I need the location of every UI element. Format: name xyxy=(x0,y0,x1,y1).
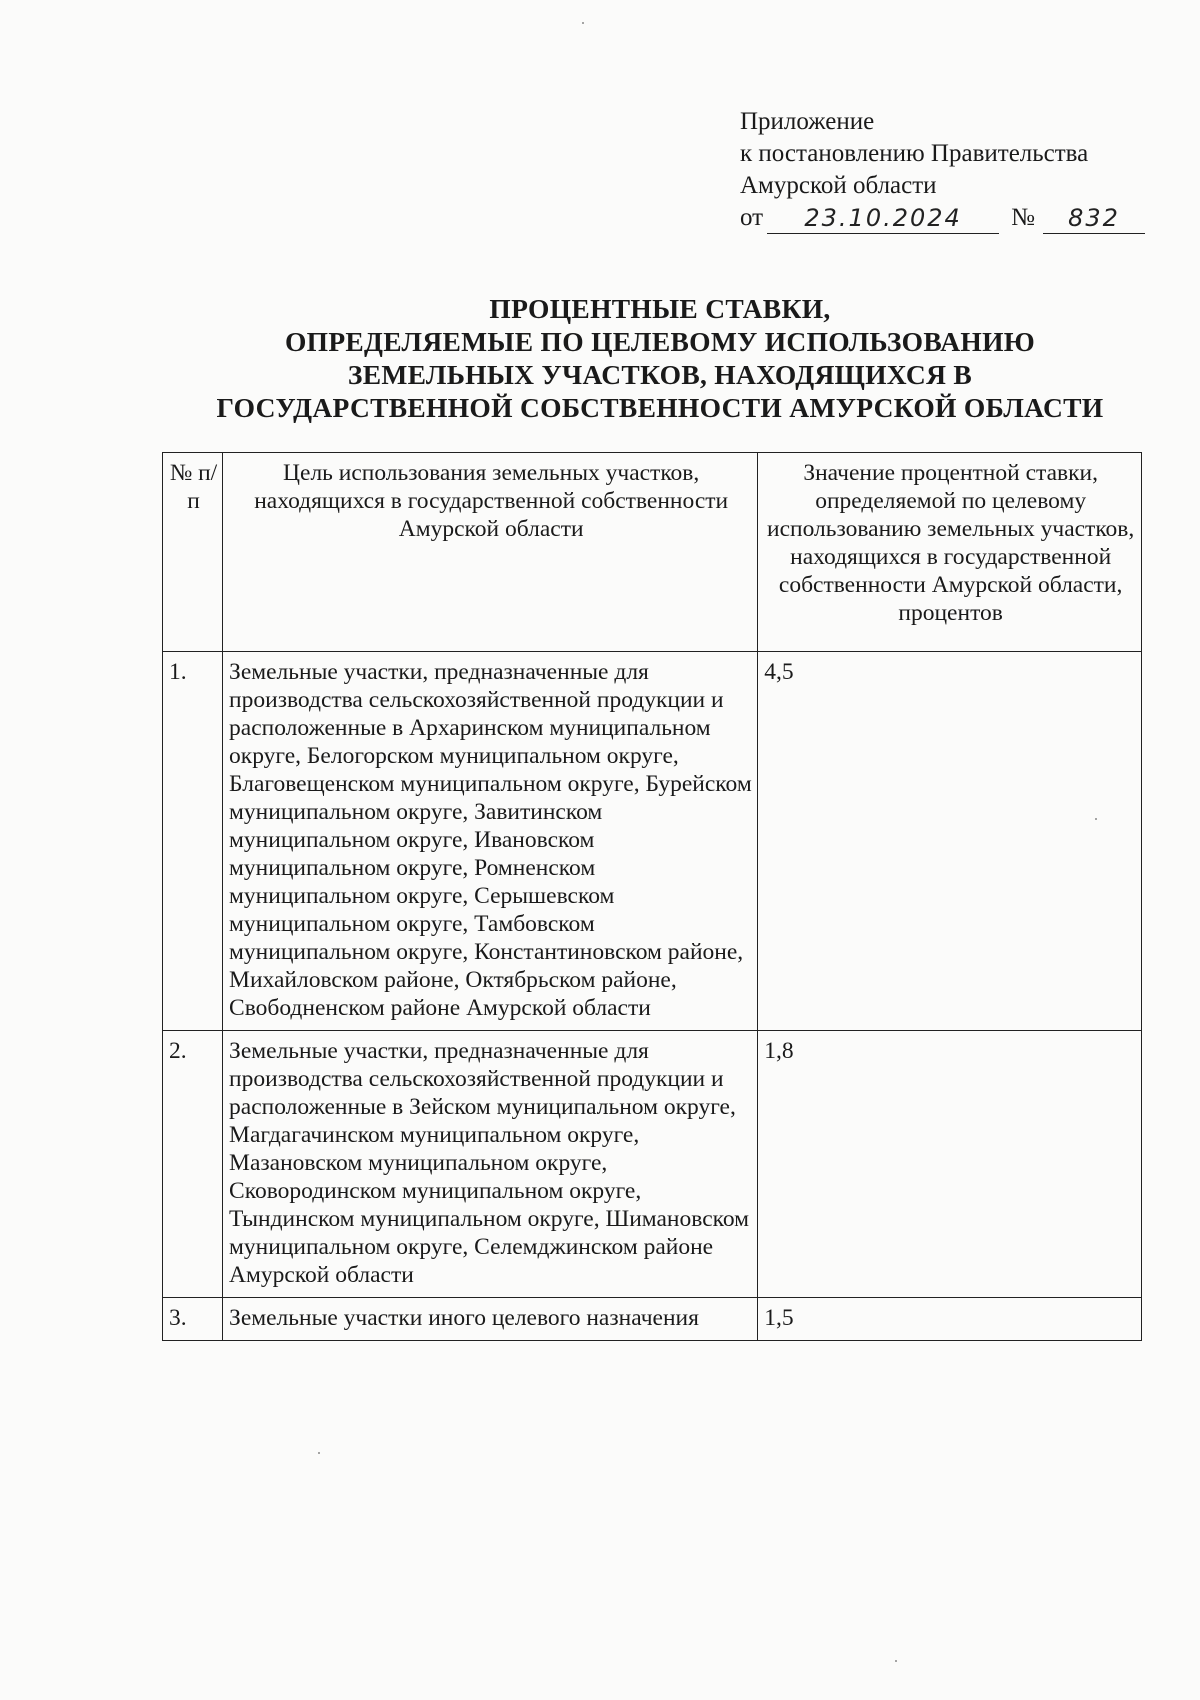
table-row xyxy=(163,1298,1142,1341)
row-rate: 1,8 xyxy=(758,1031,1142,1298)
row-rate: 1,5 xyxy=(758,1298,1142,1341)
number-label: № xyxy=(1011,204,1035,231)
header-purpose: Цель использования земельных участков, находящихся в государственной собственности Амурской области xyxy=(223,453,758,652)
scan-speck xyxy=(582,22,584,24)
row-purpose: Земельные участки, предназначенные для производства сельскохозяйственной продукции и расположенные в Архаринском муниципальном округе, Белогорском муниципальном округе, Благовещенском муниципальном округе, Бурейском муниципальном округе, Завитинском муниципальном округе, Ивановском муниципальном округе, Ромненском муниципальном округе, Серышевском муниципальном округе, Тамбовском муниципальном округе, Константиновском районе, Михайловском районе, Октябрьском районе, Свободненском районе Амурской области xyxy=(223,652,758,1031)
appendix-line-3: Амурской области xyxy=(740,172,937,199)
row-rate: 4,5 xyxy=(758,652,1142,1031)
handwritten-number: 832 xyxy=(1043,203,1145,234)
row-purpose: Земельные участки, предназначенные для производства сельскохозяйственной продукции и расположенные в Зейском муниципальном округе, Магдагачинском муниципальном округе, Мазановском муниципальном округе, Сковородинском муниципальном округе, Тындинском муниципальном округе, Шимановском муниципальном округе, Селемджинском районе Амурской области xyxy=(223,1031,758,1298)
scan-speck xyxy=(318,1452,320,1454)
table-row xyxy=(163,1031,1142,1298)
title-line-3: ЗЕМЕЛЬНЫХ УЧАСТКОВ, НАХОДЯЩИХСЯ В xyxy=(347,359,973,390)
handwritten-date: 23.10.2024 xyxy=(767,203,999,234)
scan-speck xyxy=(1095,818,1097,820)
title-line-1: ПРОЦЕНТНЫЕ СТАВКИ, xyxy=(489,293,831,324)
header-num: № п/п xyxy=(163,453,223,652)
date-prefix: от xyxy=(740,204,764,231)
appendix-header xyxy=(740,106,1145,234)
row-num: 3. xyxy=(163,1298,223,1341)
appendix-line-1: Приложение xyxy=(740,108,875,135)
title-line-2: ОПРЕДЕЛЯЕМЫЕ ПО ЦЕЛЕВОМУ ИСПОЛЬЗОВАНИЮ xyxy=(284,326,1036,357)
scan-speck xyxy=(895,1660,897,1662)
title-line-4: ГОСУДАРСТВЕННОЙ СОБСТВЕННОСТИ АМУРСКОЙ ОБЛАСТИ xyxy=(216,392,1104,423)
table-header-row xyxy=(163,453,1142,652)
header-rate: Значение процентной ставки, определяемой по целевому использованию земельных участков, находящихся в государственной собственности Амурской области, процентов xyxy=(758,453,1142,652)
rates-table xyxy=(162,452,1142,1341)
appendix-line-2: к постановлению Правительства xyxy=(740,140,1089,167)
row-purpose: Земельные участки иного целевого назначения xyxy=(223,1298,758,1341)
row-num: 1. xyxy=(163,652,223,1031)
date-number-line xyxy=(740,202,1145,234)
document-title xyxy=(150,292,1170,424)
table-row xyxy=(163,652,1142,1031)
row-num: 2. xyxy=(163,1031,223,1298)
